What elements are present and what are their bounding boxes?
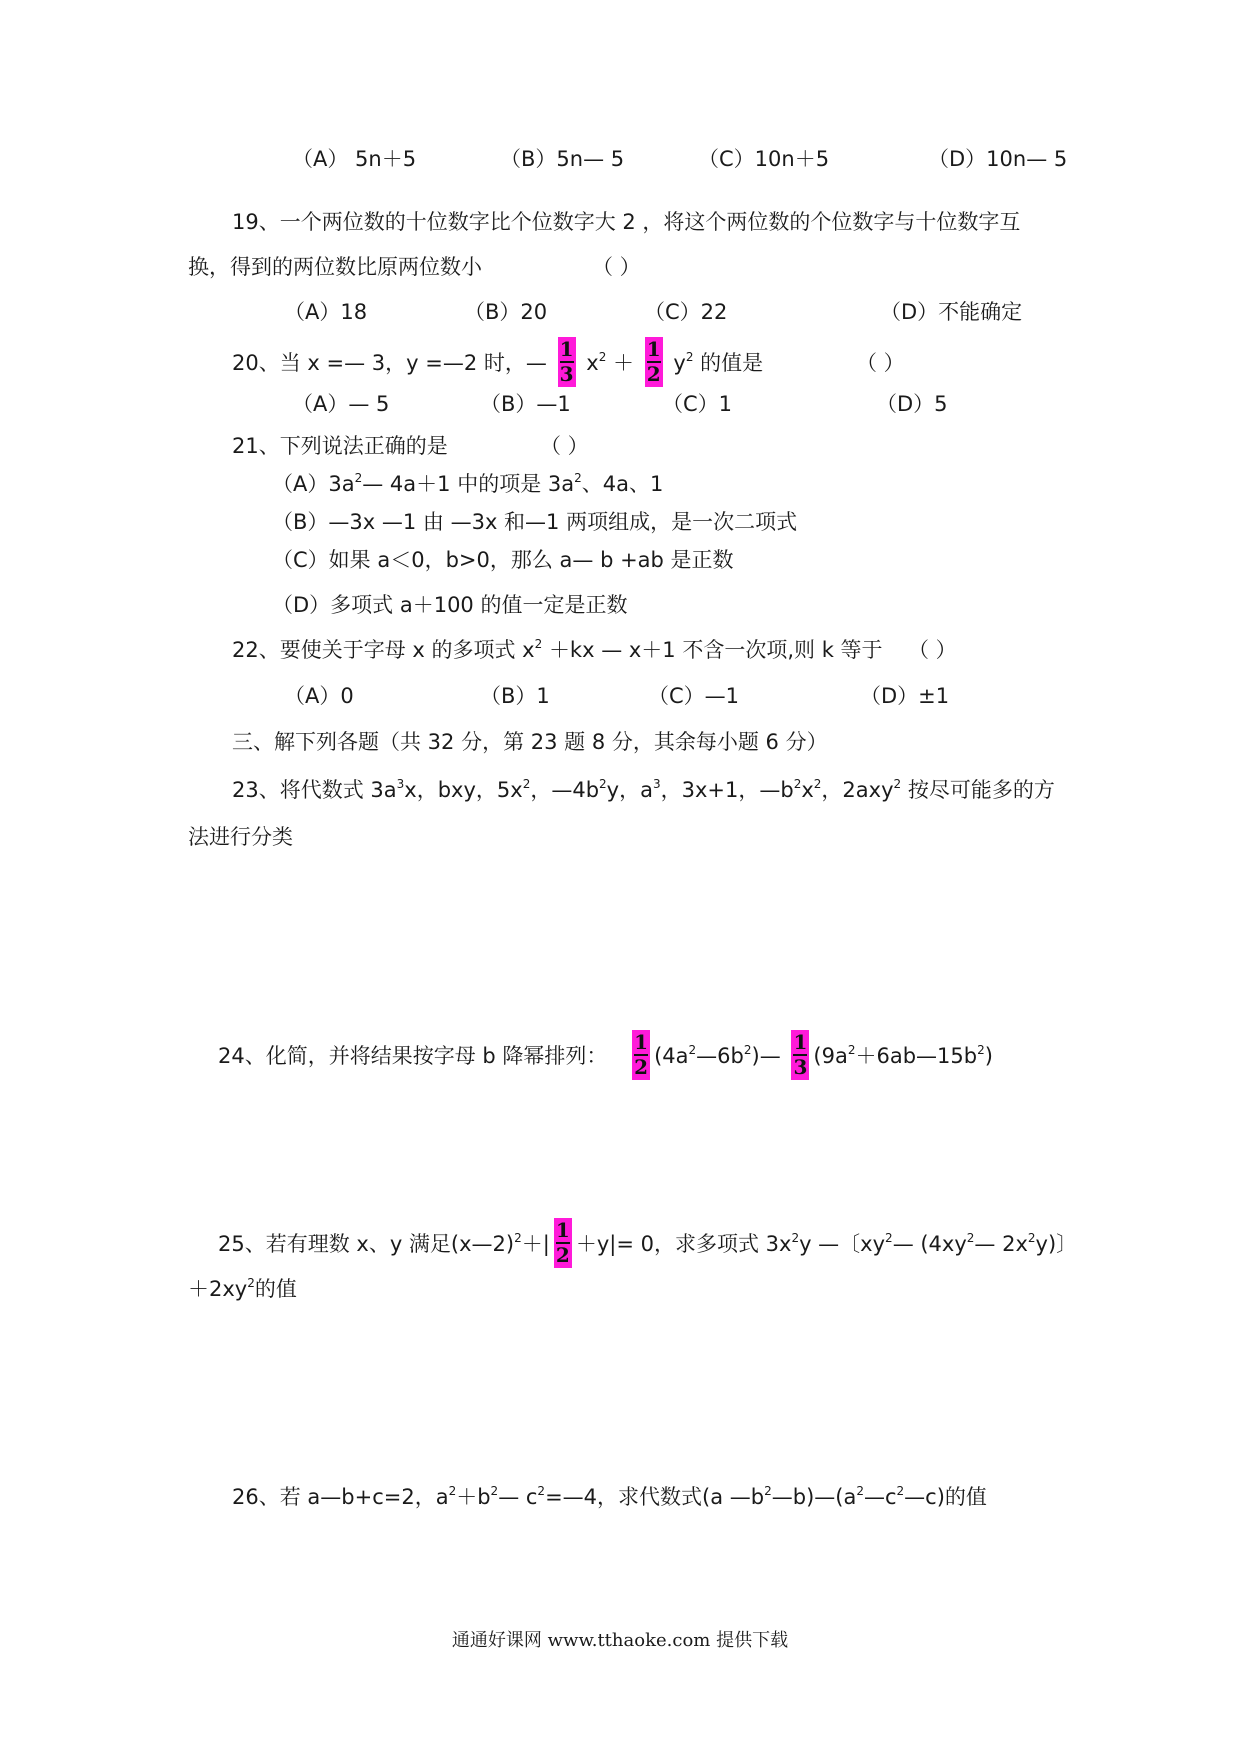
q20-plus: ＋ — [613, 351, 635, 375]
q20-fraction-one-half — [645, 337, 663, 387]
exponent: 2 — [793, 777, 802, 791]
q22-option-c: （C）—1 — [648, 684, 740, 708]
q26-part: — c — [498, 1485, 538, 1509]
exponent: 2 — [448, 1484, 457, 1498]
exponent: 2 — [354, 471, 363, 485]
q20-option-d: （D）5 — [876, 392, 948, 416]
q19-option-b: （B）20 — [464, 300, 548, 324]
q19-answer-paren: （ ） — [592, 255, 641, 279]
exponent: 2 — [813, 777, 822, 791]
q25-part: — 2x — [974, 1232, 1028, 1256]
exponent: 2 — [764, 1484, 772, 1498]
q24-stem — [218, 1030, 993, 1082]
q21-option-a — [272, 469, 663, 499]
fraction-numerator: 1 — [793, 1030, 808, 1054]
q21-option-a-part: — 4a＋1 中的项是 3a — [362, 472, 575, 496]
exponent: 2 — [247, 1276, 255, 1290]
fraction-denominator: 2 — [555, 1243, 570, 1267]
q25-part: y)〕 — [1035, 1232, 1078, 1256]
q24-prefix: 24、化简，并将结果按字母 b 降幂排列： — [218, 1044, 608, 1068]
exponent: 2 — [885, 1231, 893, 1245]
q24-fraction-one-half — [632, 1030, 650, 1080]
fraction-numerator: 1 — [555, 1218, 570, 1242]
q21-answer-paren: （ ） — [540, 434, 589, 458]
exponent: 2 — [537, 1484, 546, 1498]
q26-part: 26、若 a—b+c=2，a — [232, 1485, 449, 1509]
exponent: 2 — [893, 777, 902, 791]
q18-option-d: （D）10n— 5 — [928, 147, 1068, 171]
q24-expr: —6b — [696, 1044, 744, 1068]
q23-line1 — [232, 775, 1055, 805]
q23-part: ，2axy — [821, 778, 894, 802]
q22-option-b: （B）1 — [480, 684, 550, 708]
exponent: 2 — [1027, 1231, 1036, 1245]
q26-part: ＋b — [456, 1485, 491, 1509]
q23-part: 按尽可能多的方 — [907, 778, 1055, 802]
q25-part: 的值 — [254, 1277, 297, 1301]
q20-x: x — [586, 351, 599, 375]
q24-expr: ) — [984, 1044, 993, 1068]
exponent: 2 — [743, 1043, 752, 1057]
q25-fraction-one-half — [554, 1218, 572, 1268]
exponent: 2 — [791, 1231, 800, 1245]
q23-line2: 法进行分类 — [188, 825, 293, 849]
q21-option-a-part: （A）3a — [272, 472, 355, 496]
q20-answer-paren: （ ） — [856, 351, 905, 375]
q20-stem — [232, 338, 763, 389]
q22-prefix: 22、要使关于字母 x 的多项式 x — [232, 638, 535, 662]
exponent: 2 — [514, 1231, 522, 1245]
fraction-denominator: 2 — [634, 1055, 649, 1079]
exponent: 3 — [396, 777, 405, 791]
exponent: 2 — [574, 471, 582, 485]
q26-part: =—4，求代数式(a —b — [545, 1485, 765, 1509]
exponent: 2 — [534, 637, 543, 651]
fraction-numerator: 1 — [646, 337, 661, 361]
q21-stem: 21、下列说法正确的是 — [232, 434, 448, 458]
q24-expr: (4a — [654, 1044, 689, 1068]
fraction-numerator: 1 — [634, 1030, 649, 1054]
q19-line1: 19、一个两位数的十位数字比个位数字大 2 ，将这个两位数的个位数字与十位数字互 — [232, 210, 1021, 234]
exponent: 2 — [685, 350, 694, 364]
q22-option-a: （A）0 — [284, 684, 354, 708]
fraction-denominator: 2 — [646, 362, 661, 386]
q23-part: ，—4b — [530, 778, 600, 802]
q19-option-a: （A）18 — [284, 300, 368, 324]
exponent: 2 — [490, 1484, 499, 1498]
q24-expr: (9a — [813, 1044, 848, 1068]
exponent: 2 — [847, 1043, 856, 1057]
section-3-heading: 三、解下列各题（共 32 分，第 23 题 8 分，其余每小题 6 分） — [232, 730, 828, 754]
q23-part: y，a — [606, 778, 653, 802]
q25-part: ＋y|= 0，求多项式 3x — [575, 1232, 792, 1256]
q25-part: 25、若有理数 x、y 满足(x—2) — [218, 1232, 515, 1256]
q26-stem — [232, 1482, 987, 1512]
page-footer: 通通好课网 www.tthaoke.com 提供下载 — [451, 1630, 789, 1651]
q20-fraction-one-third — [558, 337, 576, 387]
q26-part: —c — [863, 1485, 897, 1509]
q26-part: —c)的值 — [904, 1485, 987, 1509]
exponent: 3 — [652, 777, 661, 791]
q25-part: y —〔xy — [799, 1232, 886, 1256]
exponent: 2 — [522, 777, 531, 791]
q20-suffix: 的值是 — [700, 351, 764, 375]
q18-option-a: （A） 5n＋5 — [292, 147, 417, 171]
q21-option-c: （C）如果 a＜0，b>0，那么 a— b +ab 是正数 — [272, 548, 734, 572]
q23-part: x — [801, 778, 814, 802]
q24-fraction-one-third — [791, 1030, 809, 1080]
q23-part: x，bxy，5x — [404, 778, 523, 802]
exponent: 2 — [688, 1043, 697, 1057]
q25-part: ＋2xy — [188, 1277, 248, 1301]
q20-y: y — [673, 351, 686, 375]
q25-part: ＋| — [521, 1232, 550, 1256]
q22-stem — [232, 635, 883, 665]
exponent: 2 — [599, 777, 607, 791]
q21-option-d: （D）多项式 a＋100 的值一定是正数 — [272, 593, 628, 617]
q24-expr: )— — [751, 1044, 781, 1068]
q25-part: — (4xy — [892, 1232, 967, 1256]
q18-option-c: （C）10n＋5 — [698, 147, 830, 171]
q24-expr: ＋6ab—15b — [855, 1044, 978, 1068]
exponent: 2 — [896, 1484, 905, 1498]
exponent: 2 — [598, 350, 607, 364]
fraction-numerator: 1 — [559, 337, 574, 361]
q20-option-a: （A）— 5 — [292, 392, 390, 416]
q19-option-d: （D）不能确定 — [880, 300, 1023, 324]
q23-part: ，3x+1，—b — [660, 778, 794, 802]
q25-line2 — [188, 1274, 297, 1304]
q22-suffix: ＋kx — x＋1 不含一次项,则 k 等于 — [548, 638, 883, 662]
q19-line2: 换，得到的两位数比原两位数小 — [188, 255, 482, 279]
exponent: 2 — [856, 1484, 864, 1498]
q23-part: 23、将代数式 3a — [232, 778, 397, 802]
q20-option-c: （C）1 — [662, 392, 733, 416]
fraction-denominator: 3 — [559, 362, 574, 386]
q25-line1 — [218, 1218, 1077, 1270]
q26-part: —b)—(a — [771, 1485, 857, 1509]
q18-option-b: （B）5n— 5 — [500, 147, 625, 171]
q20-option-b: （B）—1 — [480, 392, 571, 416]
q20-prefix: 20、当 x =— 3，y =—2 时，— — [232, 351, 547, 375]
q22-option-d: （D）±1 — [860, 684, 950, 708]
q22-answer-paren: （ ） — [908, 638, 957, 662]
exponent: 2 — [977, 1043, 985, 1057]
q21-option-a-part: 、4a、1 — [581, 472, 664, 496]
q21-option-b: （B）—3x —1 由 —3x 和—1 两项组成，是一次二项式 — [272, 510, 798, 534]
q19-option-c: （C）22 — [644, 300, 728, 324]
exponent: 2 — [966, 1231, 975, 1245]
fraction-denominator: 3 — [793, 1055, 808, 1079]
